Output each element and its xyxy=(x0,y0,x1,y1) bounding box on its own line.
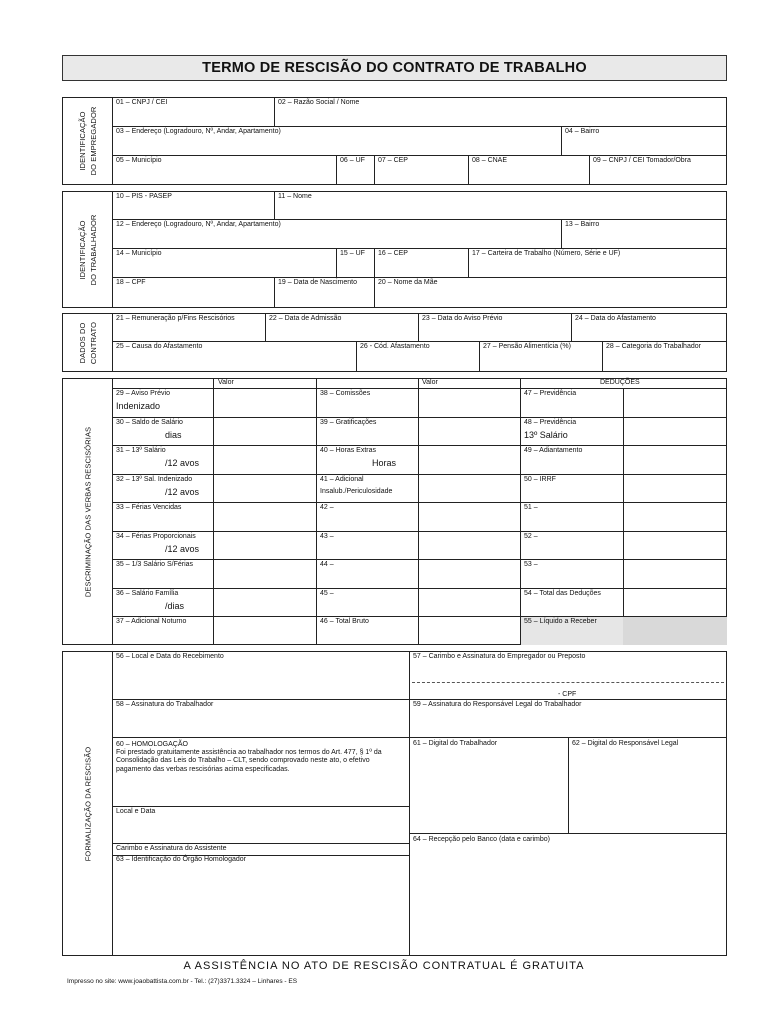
field-23-aviso-previo: 23 – Data do Aviso Prévio xyxy=(422,315,503,322)
verba-label: 46 – Total Bruto xyxy=(320,618,369,625)
header-valor-1: Valor xyxy=(218,379,234,386)
field-10-pis: 10 – PIS - PASEP xyxy=(116,193,172,200)
field-25-causa: 25 – Causa do Afastamento xyxy=(116,343,203,350)
field-21-remuneracao: 21 – Remuneração p/Fins Rescisórios xyxy=(116,315,235,322)
field-27-pensao: 27 – Pensão Alimentícia (%) xyxy=(483,343,571,350)
field-56-local-data: 56 – Local e Data do Recebimento xyxy=(116,653,224,660)
verba-sub: Insalub./Periculosidade xyxy=(320,488,393,495)
verba-sub: 13º Salário xyxy=(524,430,568,440)
field-22-admissao: 22 – Data de Admissão xyxy=(269,315,342,322)
field-18-cpf: 18 – CPF xyxy=(116,279,146,286)
verba-label: 40 – Horas Extras xyxy=(320,447,377,454)
verba-value-cell[interactable] xyxy=(214,560,315,587)
field-26-cod-afastamento: 26 - Cód. Afastamento xyxy=(360,343,430,350)
verba-value-cell[interactable] xyxy=(419,589,520,616)
field-03-endereco: 03 – Endereço (Logradouro, Nº, Andar, Apartamento) xyxy=(116,128,281,135)
verba-label: 53 – xyxy=(524,561,538,568)
verba-label: 47 – Previdência xyxy=(524,390,577,397)
verba-label: 37 – Adicional Noturno xyxy=(116,618,187,625)
verba-label: 30 – Saldo de Salário xyxy=(116,419,183,426)
verba-value-cell[interactable] xyxy=(419,389,520,416)
verba-label: 29 – Aviso Prévio xyxy=(116,390,170,397)
liquido-value-cell[interactable] xyxy=(623,616,727,645)
verba-label: 51 – xyxy=(524,504,538,511)
field-60-homologacao: 60 – HOMOLOGAÇÃO xyxy=(116,741,188,748)
verba-label: 54 – Total das Deduções xyxy=(524,590,601,597)
verba-value-cell[interactable] xyxy=(624,589,726,616)
header-deducoes: DEDUÇÕES xyxy=(600,379,640,386)
field-20-nome-mae: 20 – Nome da Mãe xyxy=(378,279,438,286)
verba-label: 32 – 13º Sal. Indenizado xyxy=(116,476,193,483)
field-14-municipio: 14 – Município xyxy=(116,250,162,257)
verba-value-cell[interactable] xyxy=(624,389,726,416)
field-01-cnpj: 01 – CNPJ / CEI xyxy=(116,99,168,106)
field-cpf: - CPF xyxy=(558,691,577,698)
verba-label: 50 – IRRF xyxy=(524,476,556,483)
verba-value-cell[interactable] xyxy=(419,418,520,445)
verba-label: 34 – Férias Proporcionais xyxy=(116,533,196,540)
verba-label: 42 – xyxy=(320,504,334,511)
field-04-bairro: 04 – Bairro xyxy=(565,128,600,135)
field-07-cep: 07 – CEP xyxy=(378,157,408,164)
section-empregador-side: IDENTIFICAÇÃO DO EMPREGADOR xyxy=(62,97,113,185)
field-19-nascimento: 19 – Data de Nascimento xyxy=(278,279,357,286)
verba-value-cell[interactable] xyxy=(419,446,520,473)
verba-label: 41 – Adicional xyxy=(320,476,364,483)
field-09-cnpj-tomador: 09 – CNPJ / CEI Tomador/Obra xyxy=(593,157,691,164)
section-trabalhador xyxy=(112,191,727,308)
verba-value-cell[interactable] xyxy=(419,532,520,559)
verba-label: 49 – Adiantamento xyxy=(524,447,583,454)
verba-value-cell[interactable] xyxy=(419,617,520,644)
verba-sub: Horas xyxy=(372,458,397,468)
verba-sub: /12 avos xyxy=(165,458,200,468)
verba-label: 44 – xyxy=(320,561,334,568)
verba-label: 36 – Salário Família xyxy=(116,590,179,597)
verba-sub: /12 avos xyxy=(165,487,200,497)
verba-value-cell[interactable] xyxy=(624,418,726,445)
field-13-bairro: 13 – Bairro xyxy=(565,221,600,228)
verba-label: 43 – xyxy=(320,533,334,540)
document-title: TERMO DE RESCISÃO DO CONTRATO DE TRABALHO xyxy=(62,55,727,81)
field-57-carimbo-empregador: 57 – Carimbo e Assinatura do Empregador ou Preposto xyxy=(413,653,586,660)
section-formalizacao xyxy=(112,651,727,956)
verba-label: 31 – 13º Salário xyxy=(116,447,166,454)
field-15-uf: 15 – UF xyxy=(340,250,365,257)
verba-value-cell[interactable] xyxy=(624,475,726,502)
footer-gratuita: A ASSISTÊNCIA NO ATO DE RESCISÃO CONTRATUAL É GRATUITA xyxy=(183,960,585,972)
verba-label: 48 – Previdência xyxy=(524,419,577,426)
field-62-digital-responsavel: 62 – Digital do Responsável Legal xyxy=(572,740,679,747)
verba-value-cell[interactable] xyxy=(624,503,726,530)
field-24-afastamento: 24 – Data do Afastamento xyxy=(575,315,656,322)
verba-label: 52 – xyxy=(524,533,538,540)
footer-impresso: Impresso no site: www.joaobattista.com.br - Tel.: (27)3371.3324 – Linhares - ES xyxy=(67,978,298,985)
verba-label: 45 – xyxy=(320,590,334,597)
field-17-carteira: 17 – Carteira de Trabalho (Número, Série e UF) xyxy=(472,250,621,257)
section-formalizacao-side: FORMALIZAÇÃO DA RESCISÃO xyxy=(62,651,113,956)
field-61-digital-trabalhador: 61 – Digital do Trabalhador xyxy=(413,740,498,747)
field-12-endereco: 12 – Endereço (Logradouro, Nº, Andar, Apartamento) xyxy=(116,221,281,228)
verba-value-cell[interactable] xyxy=(214,389,315,416)
field-64-recepcao-banco: 64 – Recepção pelo Banco (data e carimbo) xyxy=(413,836,550,843)
field-05-municipio: 05 – Município xyxy=(116,157,162,164)
field-58-assinatura-trabalhador: 58 – Assinatura do Trabalhador xyxy=(116,701,214,708)
field-16-cep: 16 – CEP xyxy=(378,250,408,257)
field-local-data-2: Local e Data xyxy=(116,808,156,815)
field-06-uf: 06 – UF xyxy=(340,157,365,164)
section-trabalhador-side: IDENTIFICAÇÃO DO TRABALHADOR xyxy=(62,191,113,308)
verba-value-cell[interactable] xyxy=(624,532,726,559)
verba-value-cell[interactable] xyxy=(214,532,315,559)
verba-label: 39 – Gratificações xyxy=(320,419,377,426)
field-59-assinatura-responsavel: 59 – Assinatura do Responsável Legal do Trabalhador xyxy=(413,701,582,708)
section-empregador xyxy=(112,97,727,185)
verba-sub: Indenizado xyxy=(116,401,161,411)
verba-sub: /12 avos xyxy=(165,544,200,554)
verba-value-cell[interactable] xyxy=(214,503,315,530)
verba-value-cell[interactable] xyxy=(214,475,315,502)
verba-value-cell[interactable] xyxy=(214,589,315,616)
header-valor-2: Valor xyxy=(422,379,438,386)
verba-sub: dias xyxy=(165,430,182,440)
verba-label: 33 – Férias Vencidas xyxy=(116,504,182,511)
verba-value-cell[interactable] xyxy=(214,617,315,644)
verba-value-cell[interactable] xyxy=(419,503,520,530)
verba-value-cell[interactable] xyxy=(419,560,520,587)
field-02-razao-social: 02 – Razão Social / Nome xyxy=(278,99,360,106)
verba-sub: /dias xyxy=(165,601,185,611)
verba-label: 35 – 1/3 Salário S/Férias xyxy=(116,561,194,568)
field-08-cnae: 08 – CNAE xyxy=(472,157,508,164)
verba-value-cell[interactable] xyxy=(419,475,520,502)
verba-value-cell[interactable] xyxy=(624,446,726,473)
field-63-orgao-homologador: 63 – Identificação do Órgão Homologador xyxy=(116,856,246,863)
homologacao-text: Foi prestado gratuitamente assistência ao trabalhador nos termos do Art. 477, § 1º da Consolidação das Leis do Trabalho – CLT, sendo comprovado neste ato, o efetivo pagamento das verbas rescisórias acima especificadas. xyxy=(116,749,382,773)
verba-label: 38 – Comissões xyxy=(320,390,371,397)
field-11-nome: 11 – Nome xyxy=(278,193,312,200)
verba-value-cell[interactable] xyxy=(624,560,726,587)
field-carimbo-assistente: Carimbo e Assinatura do Assistente xyxy=(116,845,227,852)
verba-value-cell[interactable] xyxy=(214,418,315,445)
field-28-categoria: 28 – Categoria do Trabalhador xyxy=(606,343,701,350)
verba-value-cell[interactable] xyxy=(214,446,315,473)
verba-label: 55 – Líquido a Receber xyxy=(524,618,597,625)
section-contrato-side: DADOS DO CONTRATO xyxy=(62,313,113,372)
section-verbas-side: DESCRIMINAÇÃO DAS VERBAS RESCISÓRIAS xyxy=(62,378,113,645)
